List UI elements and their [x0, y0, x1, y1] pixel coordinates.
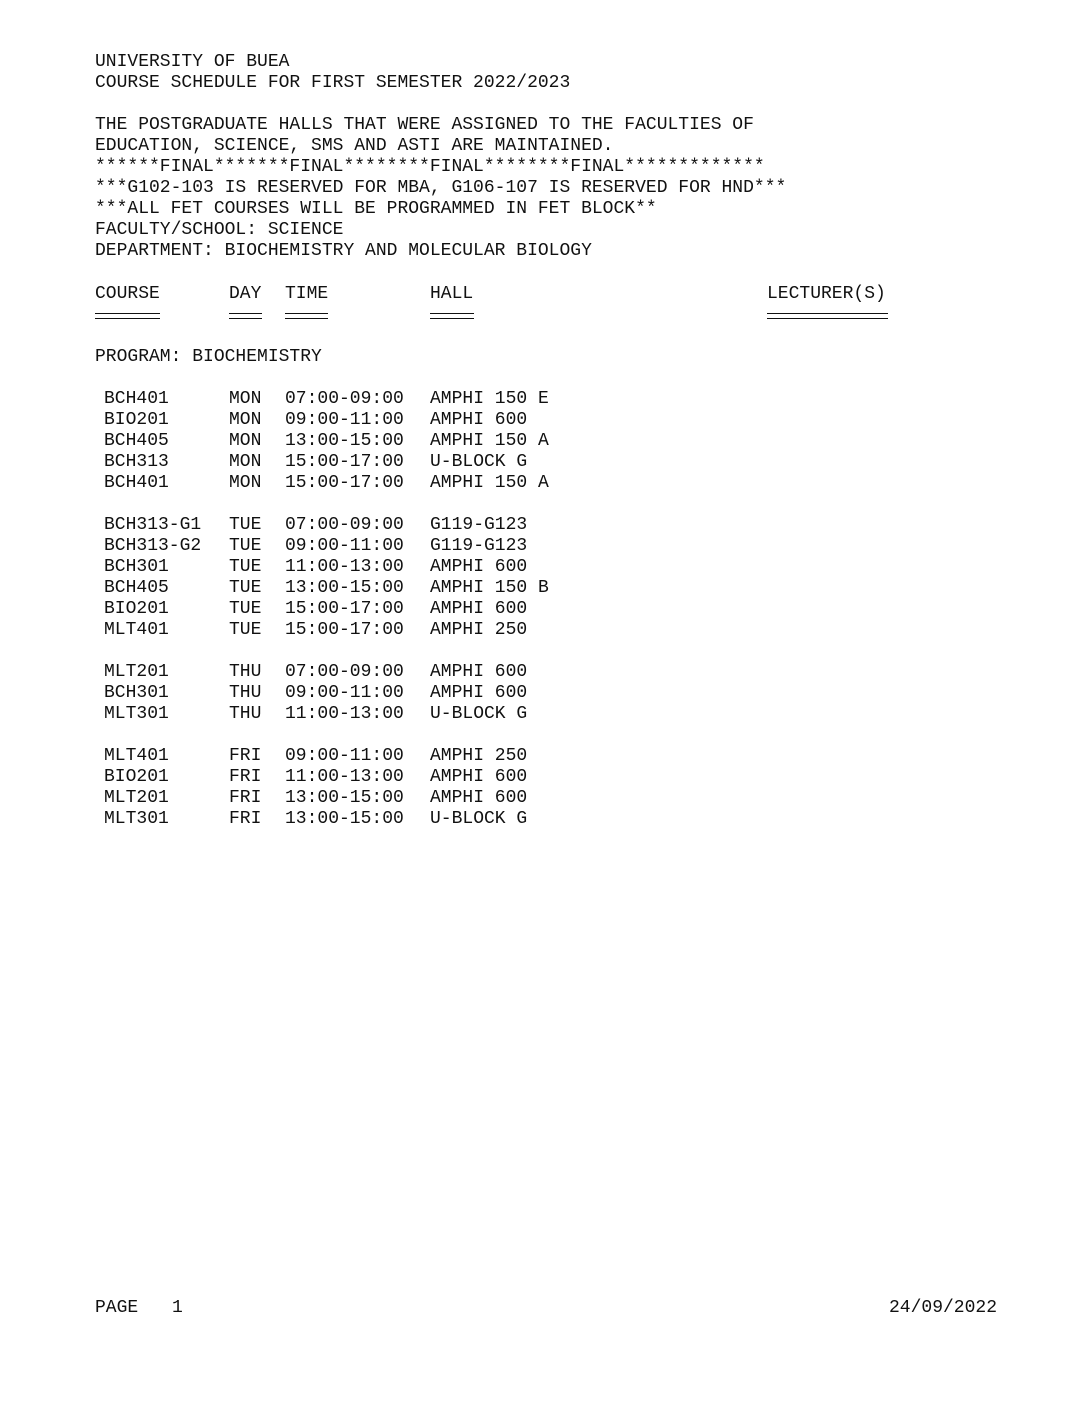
table-row [0, 809, 1088, 830]
day-cell: TUE [229, 578, 262, 598]
column-header-day: DAY [229, 284, 262, 304]
course-code: BCH301 [104, 683, 169, 703]
table-row [0, 452, 1088, 473]
time-underline [285, 313, 328, 319]
hall-cell: U-BLOCK G [430, 704, 528, 724]
table-row [0, 536, 1088, 557]
course-code: BCH313-G1 [104, 515, 202, 535]
print-date: 24/09/2022 [889, 1298, 998, 1318]
course-code: MLT401 [104, 620, 169, 640]
day-cell: FRI [229, 746, 262, 766]
table-row [0, 557, 1088, 578]
time-cell: 15:00-17:00 [285, 473, 404, 493]
hall-cell: AMPHI 150 A [430, 473, 549, 493]
hall-cell: AMPHI 150 E [430, 389, 549, 409]
table-row [0, 620, 1088, 641]
table-row [0, 410, 1088, 431]
course-code: BCH401 [104, 389, 169, 409]
time-cell: 13:00-15:00 [285, 431, 404, 451]
table-row [0, 683, 1088, 704]
course-code: MLT201 [104, 662, 169, 682]
time-cell: 15:00-17:00 [285, 620, 404, 640]
hall-cell: AMPHI 600 [430, 557, 528, 577]
notice-line-2: EDUCATION, SCIENCE, SMS AND ASTI ARE MAINTAINED. [95, 136, 614, 156]
final-banner: ******FINAL*******FINAL********FINAL********FINAL************* [95, 157, 765, 177]
faculty-label: FACULTY/SCHOOL: SCIENCE [95, 220, 344, 240]
column-header-time: TIME [285, 284, 329, 304]
hall-cell: G119-G123 [430, 515, 528, 535]
course-code: BIO201 [104, 410, 169, 430]
time-cell: 15:00-17:00 [285, 599, 404, 619]
hall-cell: AMPHI 250 [430, 620, 528, 640]
time-cell: 11:00-13:00 [285, 767, 404, 787]
table-row [0, 767, 1088, 788]
fet-note: ***ALL FET COURSES WILL BE PROGRAMMED IN FET BLOCK** [95, 199, 657, 219]
day-cell: THU [229, 683, 262, 703]
reserved-note: ***G102-103 IS RESERVED FOR MBA, G106-107 IS RESERVED FOR HND*** [95, 178, 787, 198]
day-cell: MON [229, 452, 262, 472]
course-code: BCH301 [104, 557, 169, 577]
hall-cell: AMPHI 600 [430, 410, 528, 430]
time-cell: 13:00-15:00 [285, 788, 404, 808]
course-code: BCH313-G2 [104, 536, 202, 556]
day-cell: TUE [229, 557, 262, 577]
course-code: MLT301 [104, 809, 169, 829]
time-cell: 11:00-13:00 [285, 704, 404, 724]
day-underline [229, 313, 262, 319]
table-row [0, 473, 1088, 494]
table-row [0, 704, 1088, 725]
time-cell: 11:00-13:00 [285, 557, 404, 577]
course-code: MLT201 [104, 788, 169, 808]
hall-cell: U-BLOCK G [430, 452, 528, 472]
hall-cell: AMPHI 150 A [430, 431, 549, 451]
day-cell: TUE [229, 536, 262, 556]
program-label: PROGRAM: BIOCHEMISTRY [95, 347, 322, 367]
lecturers-underline [767, 313, 888, 319]
table-row [0, 578, 1088, 599]
hall-cell: AMPHI 600 [430, 662, 528, 682]
course-code: BIO201 [104, 767, 169, 787]
schedule-title: COURSE SCHEDULE FOR FIRST SEMESTER 2022/2023 [95, 73, 571, 93]
course-code: BCH405 [104, 578, 169, 598]
time-cell: 15:00-17:00 [285, 452, 404, 472]
course-code: BCH401 [104, 473, 169, 493]
table-row [0, 389, 1088, 410]
column-header-lecturers: LECTURER(S) [767, 284, 886, 304]
university-name: UNIVERSITY OF BUEA [95, 52, 290, 72]
day-cell: THU [229, 662, 262, 682]
time-cell: 09:00-11:00 [285, 410, 404, 430]
time-cell: 09:00-11:00 [285, 746, 404, 766]
course-underline [95, 313, 160, 319]
hall-cell: U-BLOCK G [430, 809, 528, 829]
day-cell: FRI [229, 809, 262, 829]
page-number: 1 [172, 1298, 183, 1318]
hall-cell: AMPHI 600 [430, 788, 528, 808]
notice-line-1: THE POSTGRADUATE HALLS THAT WERE ASSIGNED TO THE FACULTIES OF [95, 115, 754, 135]
table-row [0, 515, 1088, 536]
time-cell: 07:00-09:00 [285, 389, 404, 409]
time-cell: 09:00-11:00 [285, 683, 404, 703]
course-code: MLT401 [104, 746, 169, 766]
day-cell: MON [229, 473, 262, 493]
time-cell: 07:00-09:00 [285, 515, 404, 535]
table-row [0, 788, 1088, 809]
day-cell: FRI [229, 767, 262, 787]
table-row [0, 599, 1088, 620]
hall-cell: AMPHI 250 [430, 746, 528, 766]
course-code: MLT301 [104, 704, 169, 724]
hall-cell: AMPHI 150 B [430, 578, 549, 598]
day-cell: FRI [229, 788, 262, 808]
time-cell: 13:00-15:00 [285, 578, 404, 598]
hall-cell: G119-G123 [430, 536, 528, 556]
table-row [0, 662, 1088, 683]
day-cell: MON [229, 410, 262, 430]
time-cell: 07:00-09:00 [285, 662, 404, 682]
day-cell: TUE [229, 599, 262, 619]
course-code: BCH405 [104, 431, 169, 451]
table-row [0, 431, 1088, 452]
department-label: DEPARTMENT: BIOCHEMISTRY AND MOLECULAR BIOLOGY [95, 241, 592, 261]
hall-cell: AMPHI 600 [430, 599, 528, 619]
time-cell: 09:00-11:00 [285, 536, 404, 556]
hall-underline [430, 313, 474, 319]
course-code: BCH313 [104, 452, 169, 472]
day-cell: TUE [229, 515, 262, 535]
course-code: BIO201 [104, 599, 169, 619]
column-header-hall: HALL [430, 284, 474, 304]
hall-cell: AMPHI 600 [430, 767, 528, 787]
table-row [0, 746, 1088, 767]
time-cell: 13:00-15:00 [285, 809, 404, 829]
day-cell: MON [229, 431, 262, 451]
day-cell: THU [229, 704, 262, 724]
column-header-course: COURSE [95, 284, 160, 304]
day-cell: TUE [229, 620, 262, 640]
hall-cell: AMPHI 600 [430, 683, 528, 703]
page-label: PAGE [95, 1298, 139, 1318]
day-cell: MON [229, 389, 262, 409]
